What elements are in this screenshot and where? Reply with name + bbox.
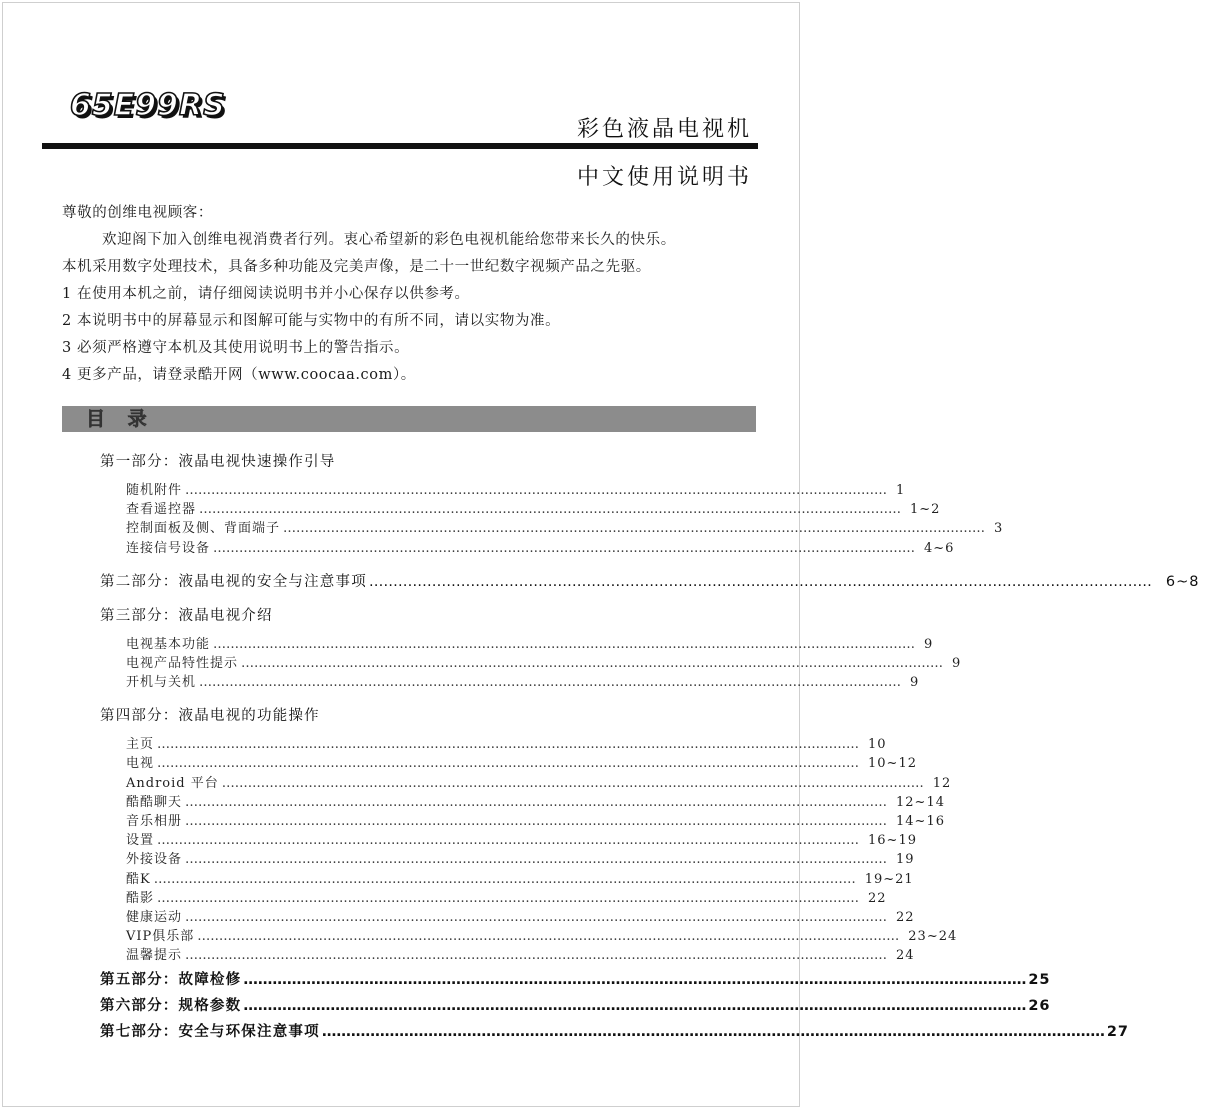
toc-entry-label: 酷K [126, 871, 151, 887]
model-number: 65E99RS [70, 88, 226, 123]
note-3: 3 必须严格遵守本机及其使用说明书上的警告指示。 [62, 340, 410, 356]
toc-part-title: 第五部分：故障检修 [100, 971, 242, 988]
note-4: 4 更多产品，请登录酷开网（www.coocaa.com）。 [62, 367, 416, 383]
intro-section [62, 200, 782, 389]
toc-part-page: 25 [1028, 971, 1051, 988]
toc-entry-label: 温馨提示 [126, 948, 183, 964]
toc-leader-dots: ……………………………………………………………………………………………………………………………………………… [221, 775, 924, 791]
toc-leader-dots: ……………………………………………………………………………………………………………………………………………… [185, 948, 888, 964]
toc-entry-label: 查看遥控器 [126, 502, 197, 518]
note-1: 1 在使用本机之前，请仔细阅读说明书并小心保存以供参考。 [62, 286, 470, 302]
toc-entry [126, 654, 962, 673]
toc-entry-label: 设置 [126, 833, 155, 849]
toc-leader-dots: ……………………………………………………………………………………………………………………………………………… [157, 833, 860, 849]
note-2: 2 本说明书中的屏幕显示和图解可能与实物中的有所不同，请以实物为准。 [62, 313, 561, 329]
toc-entry-label: 酷影 [126, 890, 155, 906]
toc-entry [126, 889, 887, 908]
toc-leader-dots: ……………………………………………………………………………………………………………………………………………… [213, 540, 916, 556]
toc-entry-page: 10 [868, 737, 887, 753]
toc-entry-page: 22 [868, 890, 887, 906]
toc-entry-label: 控制面板及侧、背面端子 [126, 521, 281, 537]
toc-leader-dots: ……………………………………………………………………………………………………………………………………………… [185, 794, 888, 810]
greeting: 尊敬的创维电视顾客： [62, 205, 213, 221]
toc-leader-dots: ……………………………………………………………………………………………………………………………………………… [321, 1023, 1105, 1040]
toc-entry-page: 4~6 [924, 540, 955, 556]
toc-entry-label: VIP俱乐部 [126, 929, 195, 945]
toc-part-page: 6~8 [1165, 573, 1200, 590]
toc-entry [126, 908, 915, 927]
welcome-text: 欢迎阁下加入创维电视消费者行列。衷心希望新的彩色电视机能给您带来长久的快乐。 [102, 232, 676, 248]
toc-entry-page: 9 [952, 655, 962, 671]
toc-heading-bar [62, 406, 756, 432]
toc-part-title: 第四部分：液晶电视的功能操作 [100, 708, 320, 725]
toc-entry-label: 电视基本功能 [126, 636, 211, 652]
toc-entry [126, 831, 917, 850]
product-title: 彩色液晶电视机 [576, 117, 752, 142]
toc-entry [126, 735, 887, 754]
toc-part-7 [100, 1022, 1129, 1042]
header-rule [42, 143, 758, 149]
toc-entry [126, 870, 914, 889]
toc-leader-dots: ……………………………………………………………………………………………………………………………………………… [243, 997, 1027, 1014]
toc-entry-page: 12~14 [896, 794, 945, 810]
toc-entry [126, 673, 920, 692]
toc-leader-dots: ……………………………………………………………………………………………………………………………………………… [185, 814, 888, 830]
toc-entry-label: 外接设备 [126, 852, 183, 868]
toc-entry-label: 主页 [126, 737, 155, 753]
toc-entry [126, 519, 1004, 538]
toc-entry-page: 1~2 [910, 502, 941, 518]
toc-part-title: 第二部分：液晶电视的安全与注意事项 [100, 573, 367, 590]
toc-leader-dots: ……………………………………………………………………………………………………………………………………………… [185, 909, 888, 925]
toc-part-page: 27 [1106, 1023, 1129, 1040]
toc-entry [126, 927, 958, 946]
toc-part-1 [100, 452, 750, 472]
toc-entry-page: 9 [910, 675, 920, 691]
toc-part-2 [100, 572, 1200, 592]
toc-part-title: 第七部分：安全与环保注意事项 [100, 1023, 320, 1040]
toc-leader-dots: ……………………………………………………………………………………………………………………………………………… [283, 521, 986, 537]
toc-entry-page: 1 [896, 482, 906, 498]
toc-heading: 目 录 [86, 408, 155, 430]
toc-entry-page: 24 [896, 948, 915, 964]
toc-part-title: 第三部分：液晶电视介绍 [100, 607, 273, 624]
toc-entry [126, 755, 917, 774]
toc-entry-label: 电视产品特性提示 [126, 655, 239, 671]
toc-leader-dots: ……………………………………………………………………………………………………………………………………………… [185, 852, 888, 868]
toc-part-page: 26 [1028, 997, 1051, 1014]
toc-entry-label: 开机与关机 [126, 675, 197, 691]
toc-leader-dots: ……………………………………………………………………………………………………………………………………………… [157, 737, 860, 753]
toc-leader-dots: ……………………………………………………………………………………………………………………………………………… [199, 675, 902, 691]
toc-entry-page: 12 [932, 775, 952, 791]
toc-leader-dots: ……………………………………………………………………………………………………………………………………………… [213, 636, 916, 652]
toc-entry-page: 3 [994, 521, 1004, 537]
toc-leader-dots: ……………………………………………………………………………………………………………………………………………… [197, 929, 900, 945]
toc-entry-page: 22 [896, 909, 915, 925]
toc-part-title: 第一部分：液晶电视快速操作引导 [100, 454, 336, 470]
toc-part-5 [100, 970, 1051, 990]
toc-entry [126, 850, 915, 869]
toc-leader-dots: ……………………………………………………………………………………………………………………………………………… [157, 890, 860, 906]
manual-title: 中文使用说明书 [576, 165, 752, 190]
toc-entry-label: 随机附件 [126, 482, 183, 498]
toc-entry [126, 793, 945, 812]
toc-entry-page: 10~12 [868, 756, 917, 772]
toc-entry-label: 电视 [126, 756, 155, 772]
toc-entry [126, 539, 955, 558]
toc-entry [126, 481, 906, 500]
toc-entry [126, 500, 941, 519]
toc-leader-dots: ……………………………………………………………………………………………………………………………………………… [241, 655, 944, 671]
toc-part-3 [100, 606, 750, 626]
toc-entry [126, 812, 945, 831]
toc-leader-dots: ……………………………………………………………………………………………………………………………………………… [157, 756, 860, 772]
toc-leader-dots: ……………………………………………………………………………………………………………………………………………… [199, 502, 902, 518]
toc-entry-label: 健康运动 [126, 909, 183, 925]
toc-entry [126, 635, 934, 654]
toc-leader-dots: ……………………………………………………………………………………………………………………………………………… [185, 482, 888, 498]
toc-part-title: 第六部分：规格参数 [100, 997, 242, 1014]
toc-entry-page: 16~19 [868, 833, 917, 849]
toc-part-6 [100, 996, 1051, 1016]
toc-entry-page: 23~24 [908, 929, 958, 945]
toc-entry-label: 连接信号设备 [126, 540, 211, 556]
toc-entry-page: 19 [896, 852, 915, 868]
table-of-contents [100, 452, 1200, 1042]
toc-part-4 [100, 706, 750, 726]
toc-entry-page: 9 [924, 636, 934, 652]
toc-entry-page: 14~16 [896, 814, 945, 830]
toc-entry-label: 音乐相册 [126, 814, 183, 830]
toc-entry-page: 19~21 [864, 871, 914, 887]
toc-entry-label: 酷酷聊天 [126, 794, 183, 810]
toc-leader-dots: ……………………………………………………………………………………………………………………………………………… [368, 573, 1152, 590]
toc-leader-dots: ……………………………………………………………………………………………………………………………………………… [153, 871, 856, 887]
toc-entry [126, 774, 952, 793]
toc-entry [126, 946, 915, 965]
toc-leader-dots: ……………………………………………………………………………………………………………………………………………… [243, 971, 1027, 988]
toc-entry-label: Android 平台 [126, 775, 219, 791]
tech-text: 本机采用数字处理技术，具备多种功能及完美声像，是二十一世纪数字视频产品之先驱。 [62, 259, 651, 275]
